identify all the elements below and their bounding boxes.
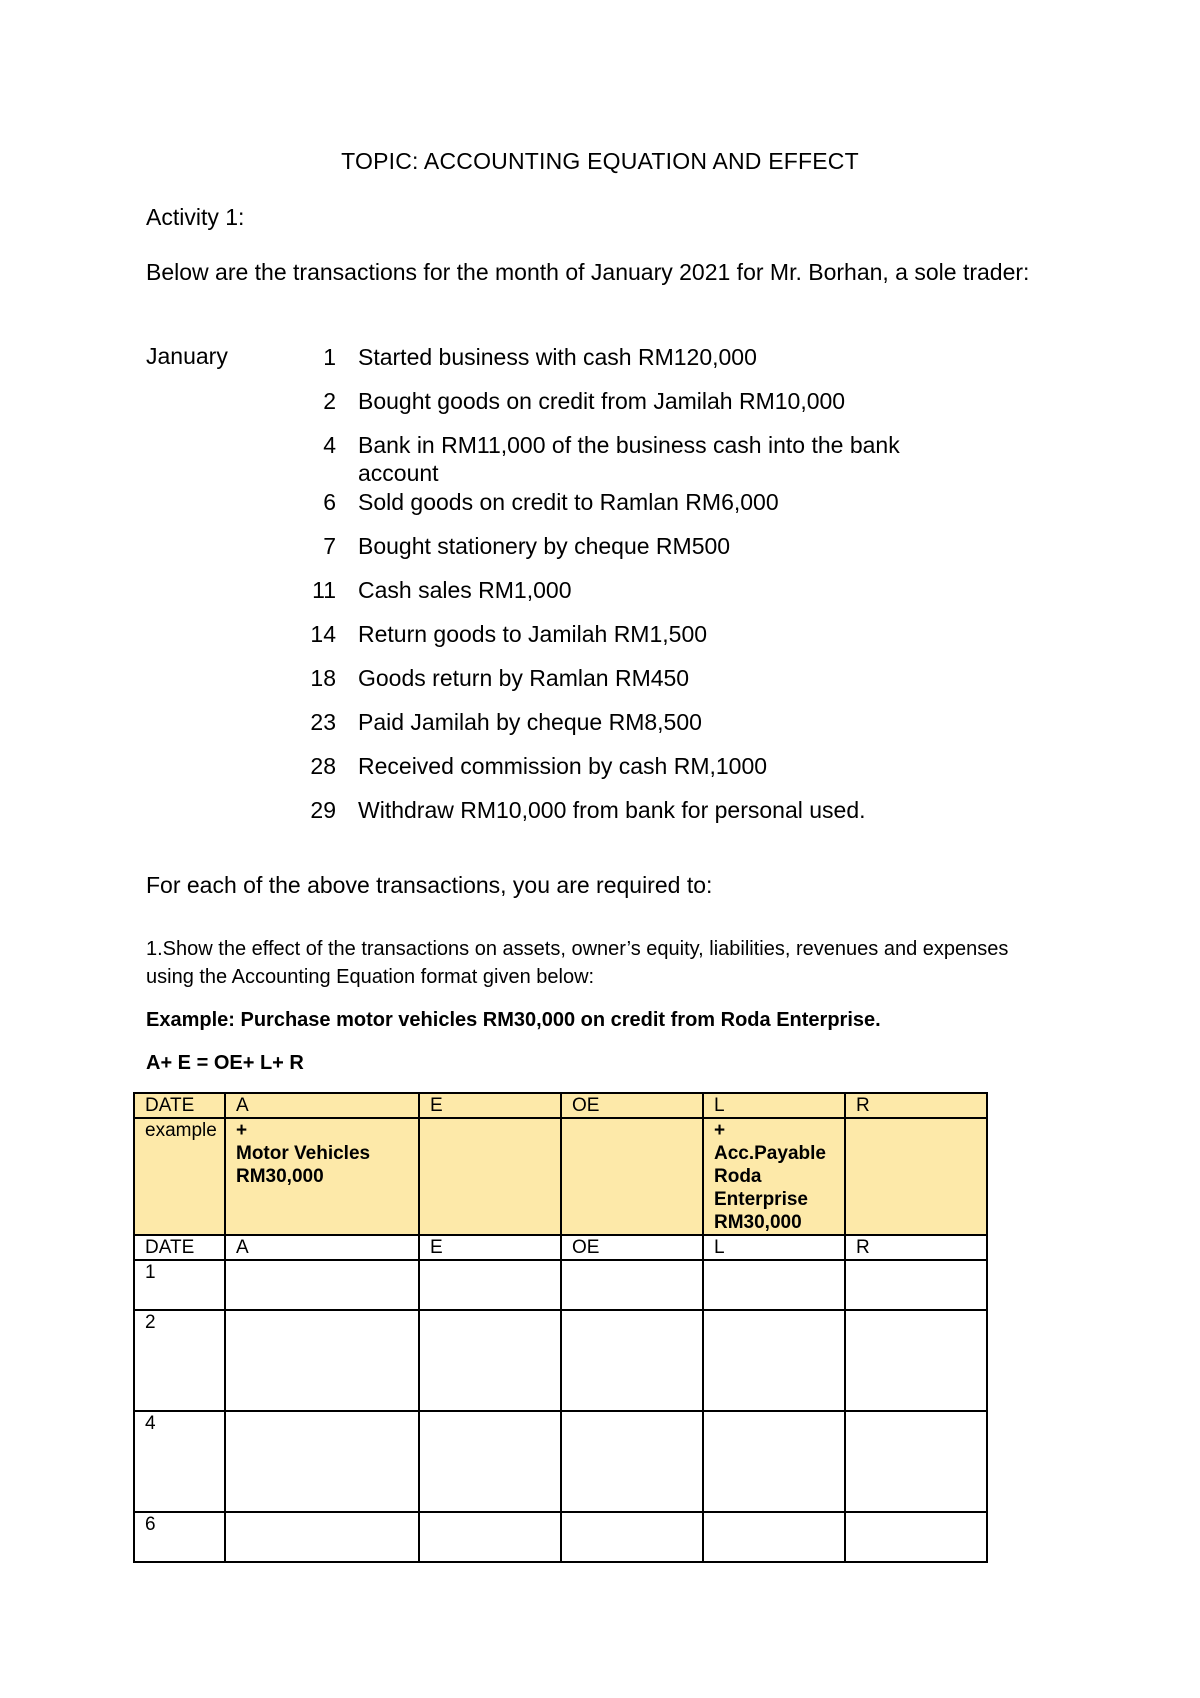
header-expenses: E [419, 1093, 561, 1118]
transaction-day: 11 [312, 577, 336, 603]
table-row [134, 1512, 987, 1562]
answer-cell[interactable] [419, 1411, 561, 1512]
transaction-text: Return goods to Jamilah RM1,500 [358, 621, 708, 647]
transaction-day: 6 [323, 489, 336, 515]
header-liabilities: L [703, 1093, 845, 1118]
example-liabilities-sign: + [714, 1120, 726, 1141]
row-date: 1 [134, 1260, 225, 1310]
answer-cell[interactable] [561, 1260, 703, 1310]
header-assets: A [225, 1235, 419, 1260]
answer-cell[interactable] [561, 1310, 703, 1411]
table-header-row [134, 1235, 987, 1260]
transaction-day: 4 [323, 432, 336, 458]
page-title: TOPIC: ACCOUNTING EQUATION AND EFFECT [341, 148, 859, 174]
transaction-text: Bank in RM11,000 of the business cash into the bank account [358, 432, 900, 486]
table-row [134, 1260, 987, 1310]
example-assets-sign: + [236, 1120, 248, 1141]
transaction-text: Sold goods on credit to Ramlan RM6,000 [358, 489, 779, 515]
example-liabilities-line1: Acc.Payable [714, 1143, 826, 1164]
transaction-day: 23 [310, 709, 336, 735]
header-date: DATE [134, 1093, 225, 1118]
accounting-equation: A+ E = OE+ L+ R [146, 1052, 304, 1074]
transaction-text: Paid Jamilah by cheque RM8,500 [358, 709, 702, 735]
example-expenses-cell [419, 1118, 561, 1235]
table-row [134, 1411, 987, 1512]
transaction-day: 7 [323, 533, 336, 559]
answer-cell[interactable] [845, 1512, 987, 1562]
example-row [134, 1118, 987, 1235]
example-revenues-cell [845, 1118, 987, 1235]
answer-cell[interactable] [703, 1310, 845, 1411]
example-liabilities-line3: Enterprise [714, 1189, 808, 1210]
header-expenses: E [419, 1235, 561, 1260]
answer-cell[interactable] [225, 1512, 419, 1562]
example-heading: Example: Purchase motor vehicles RM30,000 on credit from Roda Enterprise. [146, 1009, 881, 1031]
transaction-day: 2 [323, 388, 336, 414]
answer-cell[interactable] [419, 1260, 561, 1310]
answer-cell[interactable] [561, 1411, 703, 1512]
example-assets-line2: RM30,000 [236, 1166, 324, 1187]
header-owners-equity: OE [561, 1235, 703, 1260]
answer-cell[interactable] [225, 1260, 419, 1310]
transaction-day: 1 [323, 344, 336, 370]
answer-cell[interactable] [845, 1411, 987, 1512]
answer-cell[interactable] [845, 1310, 987, 1411]
header-owners-equity: OE [561, 1093, 703, 1118]
header-liabilities: L [703, 1235, 845, 1260]
row-date: 2 [134, 1310, 225, 1411]
answer-cell[interactable] [225, 1411, 419, 1512]
answer-cell[interactable] [703, 1512, 845, 1562]
example-assets-cell [225, 1118, 419, 1235]
example-liabilities-line2: Roda [714, 1166, 762, 1187]
transaction-text: Cash sales RM1,000 [358, 577, 572, 603]
transaction-text: Bought goods on credit from Jamilah RM10,000 [358, 388, 846, 414]
table-header-row [134, 1093, 987, 1118]
transaction-text: Started business with cash RM120,000 [358, 344, 757, 370]
answer-cell[interactable] [419, 1512, 561, 1562]
row-date: 4 [134, 1411, 225, 1512]
example-assets-line1: Motor Vehicles [236, 1143, 371, 1164]
month-label: January [146, 343, 228, 369]
transaction-day: 29 [310, 797, 336, 823]
transaction-day: 14 [310, 621, 336, 647]
answer-cell[interactable] [703, 1411, 845, 1512]
transaction-text: Bought stationery by cheque RM500 [358, 533, 731, 559]
transaction-day: 28 [310, 753, 336, 779]
answer-cell[interactable] [561, 1512, 703, 1562]
example-date: example [134, 1118, 225, 1235]
header-date: DATE [134, 1235, 225, 1260]
answer-cell[interactable] [703, 1260, 845, 1310]
transaction-day: 18 [310, 665, 336, 691]
header-revenues: R [845, 1093, 987, 1118]
header-revenues: R [845, 1235, 987, 1260]
example-liabilities-line4: RM30,000 [714, 1212, 802, 1233]
intro-paragraph: Below are the transactions for the month of January 2021 for Mr. Borhan, a sole trader: [146, 259, 1030, 285]
activity-heading: Activity 1: [146, 204, 245, 230]
transaction-text: Goods return by Ramlan RM450 [358, 665, 690, 691]
answer-cell[interactable] [419, 1310, 561, 1411]
answer-cell[interactable] [225, 1310, 419, 1411]
row-date: 6 [134, 1512, 225, 1562]
transaction-text: Received commission by cash RM,1000 [358, 753, 768, 779]
example-liabilities-cell [703, 1118, 845, 1235]
answer-cell[interactable] [845, 1260, 987, 1310]
transaction-text: Withdraw RM10,000 from bank for personal used. [358, 797, 866, 823]
instruction-text: 1.Show the effect of the transactions on assets, owner’s equity, liabilities, revenues and expenses using the Accounting Equation format given below: [146, 938, 1009, 988]
example-owners-equity-cell [561, 1118, 703, 1235]
table-row [134, 1310, 987, 1411]
requirement-text: For each of the above transactions, you are required to: [146, 872, 713, 898]
header-assets: A [225, 1093, 419, 1118]
accounting-equation-table [133, 1092, 988, 1563]
